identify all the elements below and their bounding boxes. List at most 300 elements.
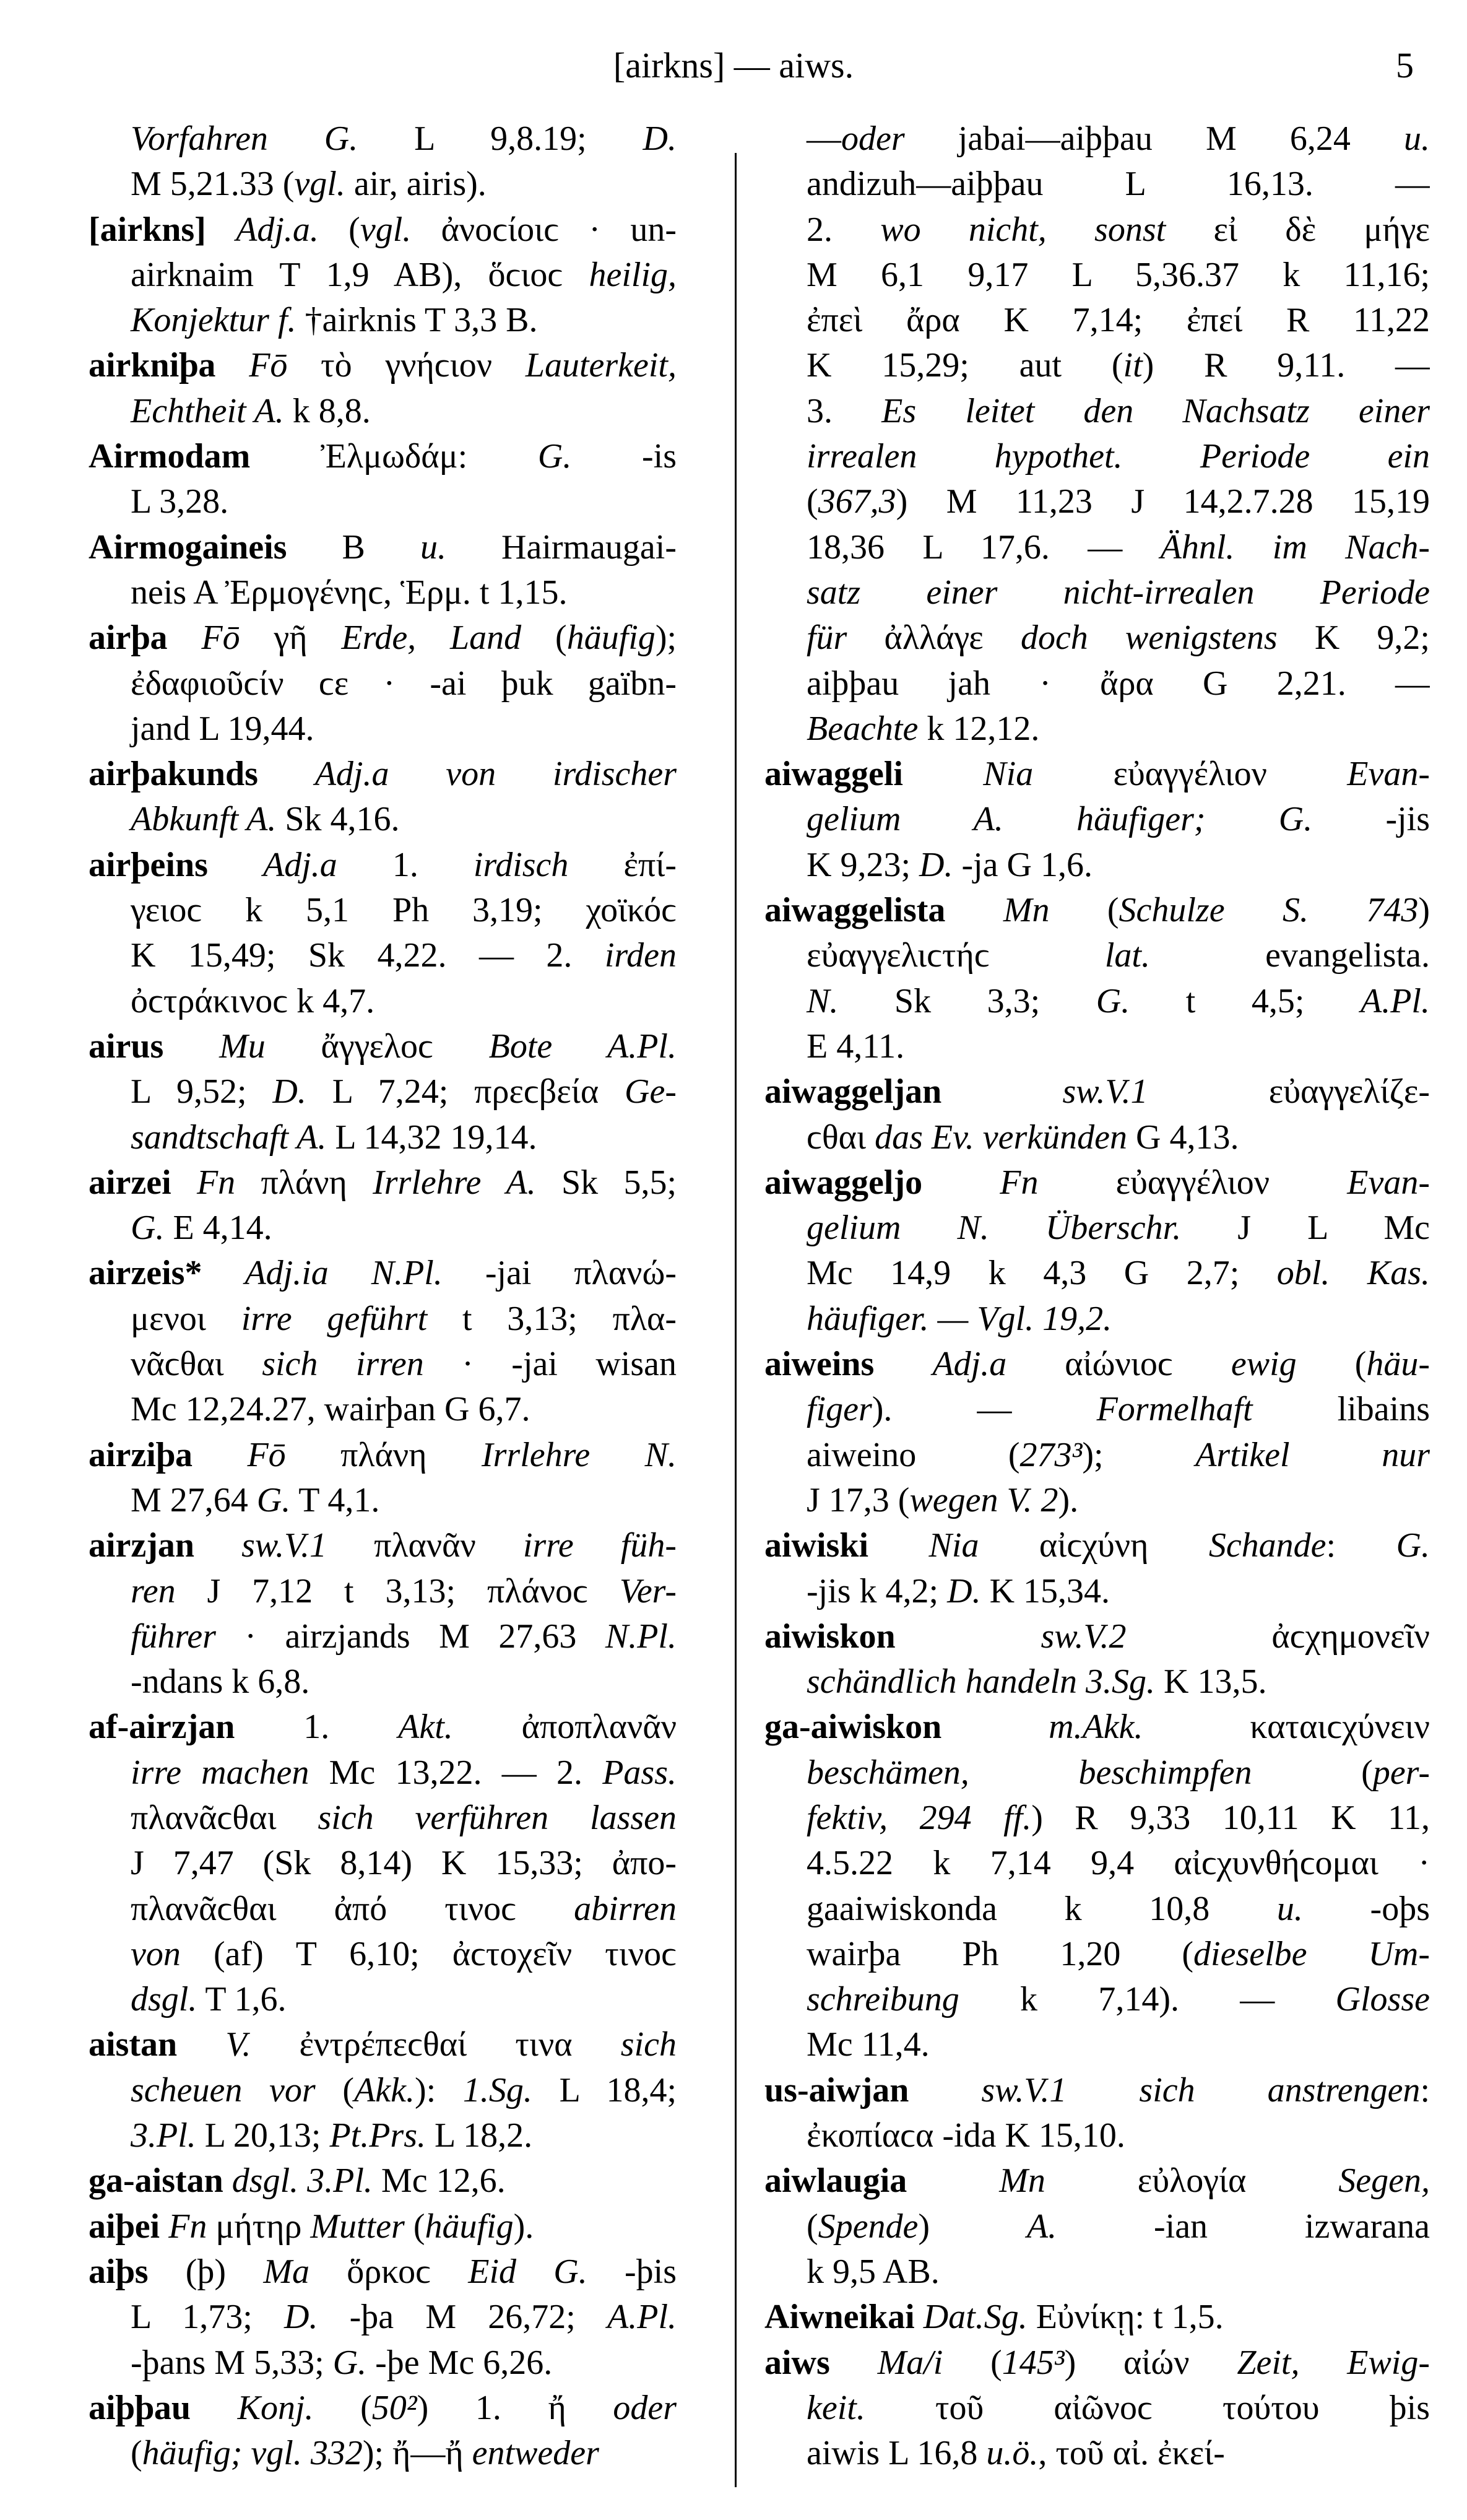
dictionary-entry-line [89,525,677,570]
dictionary-entry-line [89,752,677,797]
italic-gloss: irdisch [473,845,569,884]
entry-continuation-line [764,843,1430,888]
headword: ga-aiwiskon [764,1708,942,1747]
italic-gloss: irrealen hypothet. Periode ein [807,437,1430,476]
entry-text: -ja G 1,6. [953,845,1093,884]
entry-continuation-line [764,1887,1430,1932]
italic-gloss: häufig; vgl. 332 [142,2434,363,2473]
entry-continuation-line [89,1297,677,1342]
entry-text: ) αἰών [1064,2343,1237,2382]
entry-text [160,2207,168,2246]
dictionary-entry-line [764,2340,1430,2386]
entry-text: ( [943,2343,1002,2382]
entry-text: (af) T 6,10; ἀϲτοχεῖν τινοϲ [180,1934,677,1973]
entry-text: — [807,119,841,158]
entry-text: 3. [807,391,882,430]
entry-continuation-line [764,1659,1430,1705]
italic-gloss: Adj.ia N.Pl. [244,1254,443,1293]
entry-text: ). — [872,1390,1097,1429]
entry-continuation-line [89,661,677,706]
entry-text: ἀλλάγε [847,619,1021,658]
dictionary-entry-line [89,843,677,888]
italic-gloss: Adj.a [932,1345,1007,1384]
entry-text: ( [521,619,567,658]
headword: airkniþa [89,346,216,385]
italic-gloss: sw.V.1 [241,1526,327,1565]
entry-text [909,2071,981,2109]
headword: aiwiski [764,1526,869,1565]
entry-continuation-line [764,1115,1430,1160]
dictionary-entry-line [764,1614,1430,1659]
entry-text: Sk 4,16. [276,800,400,839]
entry-text: · -jai wisan [423,1345,677,1384]
headword: airþa [89,619,168,658]
entry-text: Sk 5,5; [535,1163,677,1202]
entry-continuation-line [764,979,1430,1024]
italic-gloss: G. [131,1209,165,1248]
italic-gloss: Akt. [398,1708,453,1747]
entry-text: L 20,13; [196,2116,330,2155]
italic-gloss: Evan- [1347,755,1430,794]
italic-gloss: D. [643,119,677,158]
entry-continuation-line [764,1206,1430,1251]
entry-continuation-line [89,479,677,524]
headword: airþakunds [89,755,258,794]
italic-gloss: Adj.a von irdischer [314,755,677,794]
entry-text: J L Mc [1181,1209,1430,1248]
entry-text [941,1708,1049,1746]
entry-text: 2. [807,210,881,249]
italic-gloss: G. [332,2343,367,2382]
entry-text [208,846,263,884]
entry-text: ) [918,2207,1027,2246]
headword: aiwaggeljan [764,1072,942,1111]
entry-text: ὅρκοϲ [309,2252,469,2291]
italic-gloss: Ma/i [877,2343,943,2382]
entry-text: Mc 11,4. [807,2025,930,2064]
entry-text: Mc 12,24.27, wairþan G 6,7. [131,1390,530,1429]
italic-gloss: von [131,1934,181,1973]
entry-text [223,2162,232,2200]
italic-gloss: Fn [1000,1163,1039,1202]
entry-text [903,755,983,793]
entry-continuation-line [764,933,1430,978]
entry-continuation-line [764,1977,1430,2022]
headword: us-aiwjan [764,2070,909,2109]
entry-text: airknaim T 1,9 AB), ὅϲιοϲ [131,255,589,294]
entry-continuation-line [764,434,1430,479]
dictionary-entry-line [764,2068,1430,2113]
entry-text: K 13,5. [1155,1662,1267,1701]
headword: Airmogaineis [89,528,287,567]
dictionary-entry-line [89,2022,677,2067]
entry-continuation-line [89,2295,677,2340]
entry-text: k 7,14). — [959,1980,1336,2019]
italic-gloss: Adj.a. [236,210,319,249]
entry-text: ( [1296,1345,1367,1384]
entry-text: Mc 14,9 k 4,3 G 2,7; [807,1254,1277,1293]
entry-text: ( [131,2434,142,2473]
italic-gloss: oder [613,2388,677,2427]
headword: aistan [89,2025,178,2064]
entry-text: L 7,24; πρεϲβεία [306,1072,625,1111]
dictionary-entry-line [764,2295,1430,2340]
entry-text: andizuh—aiþþau L 16,13. — [807,165,1430,204]
entry-text: G 4,13. [1127,1118,1239,1157]
entry-continuation-line [89,1206,677,1251]
entry-continuation-line [764,661,1430,706]
entry-continuation-line [89,1387,677,1432]
entry-continuation-line [89,1977,677,2022]
dictionary-entry-line [89,1523,677,1568]
italic-gloss: V. [225,2025,251,2064]
left-column [89,116,677,2476]
italic-gloss: Schande [1208,1526,1326,1565]
entry-continuation-line [764,797,1430,842]
headword: airzeis* [89,1254,202,1293]
dictionary-entry-line [89,207,677,253]
italic-gloss: scheuen vor [131,2070,316,2109]
entry-continuation-line [764,570,1430,615]
entry-text: T 1,6. [197,1980,287,2019]
italic-gloss: obl. Kas. [1276,1254,1430,1293]
italic-gloss: A.Pl. [1361,981,1430,1020]
italic-gloss: Evan- [1347,1163,1430,1202]
entry-text: , τοῦ αἰ. ἐκεί- [1038,2434,1225,2473]
italic-gloss: häufig [425,2207,514,2246]
entry-text: εὐαγγέλιον [1033,755,1348,794]
entry-text: ): [415,2070,463,2109]
entry-text: K 15,34. [980,1571,1110,1610]
entry-text: M 6,1 9,17 L 5,36.37 k 11,16; [807,255,1430,294]
entry-text [868,1526,928,1565]
entry-text: -ndans k 6,8. [131,1662,310,1701]
entry-text: air, airis). [345,165,487,204]
italic-gloss: u.ö. [986,2434,1039,2473]
entry-text: ) R 9,11. — [1142,346,1430,385]
italic-gloss: figer [807,1390,872,1429]
entry-text: J 7,12 t 3,13; πλάνοϲ [175,1571,620,1610]
italic-gloss: Fn [168,2207,207,2246]
entry-text: -jis [1312,800,1430,839]
right-column [764,116,1430,2476]
entry-text: Ἐλμωδάμ: [250,437,538,476]
entry-text [215,346,249,385]
entry-text: καταιϲχύνειν [1143,1708,1430,1747]
italic-gloss: schändlich handeln 3.Sg. [807,1662,1156,1701]
italic-gloss: 50² [371,2388,417,2427]
italic-gloss: Mn [999,2162,1045,2201]
italic-gloss: dsgl. 3.Pl. [232,2162,373,2201]
entry-text: 1. [337,845,474,884]
entry-continuation-line [764,2113,1430,2158]
italic-gloss: wo nicht, sonst [880,210,1166,249]
italic-gloss: sw.V.2 [1041,1617,1127,1656]
entry-continuation-line [764,1024,1430,1069]
entry-continuation-line [89,2340,677,2386]
italic-gloss: gelium A. häufiger; G. [807,800,1313,839]
italic-gloss: 367,3 [818,482,896,521]
italic-gloss: sich irren [262,1345,424,1384]
headword: aiwaggeljo [764,1163,923,1202]
italic-gloss: u. [420,528,446,567]
italic-gloss: vgl. [294,165,345,204]
italic-gloss: Ähnl. im Nach- [1160,528,1430,567]
italic-gloss: lat. [1104,936,1150,975]
entry-continuation-line [764,1932,1430,1977]
entry-continuation-line [764,162,1430,207]
entry-continuation-line [764,2022,1430,2067]
entry-text: μενοι [131,1299,241,1338]
headword: aiwiskon [764,1617,896,1656]
entry-text: γειοϲ k 5,1 Ph 3,19; χοϊκόϲ [131,891,677,930]
italic-gloss: häu- [1366,1345,1430,1384]
italic-gloss: Nia [928,1526,979,1565]
entry-text: B [287,528,420,567]
italic-gloss: per- [1372,1753,1430,1792]
italic-gloss: Ge- [625,1072,677,1111]
entry-text: ); ἤ—ἤ [362,2434,472,2473]
italic-gloss: G. [537,437,572,476]
italic-gloss: irre machen [131,1753,309,1792]
entry-continuation-line [89,1569,677,1614]
entry-continuation-line [89,162,677,207]
entry-continuation-line [89,253,677,298]
italic-gloss: entweder [472,2434,599,2473]
entry-text: (þ) [148,2252,264,2291]
entry-text: ( [1049,891,1119,930]
italic-gloss: Beachte [807,709,919,748]
entry-continuation-line [89,888,677,933]
headword: aiþþau [89,2388,191,2427]
headword: airziþa [89,1435,193,1474]
entry-text: ( [1252,1753,1373,1792]
dictionary-entry-line [89,1024,677,1069]
dictionary-entry-line [764,1342,1430,1387]
entry-text: L 18,2. [426,2116,533,2155]
entry-continuation-line [89,1115,677,1160]
entry-continuation-line [764,615,1430,661]
entry-text: aiweino ( [807,1435,1020,1474]
entry-continuation-line [89,1841,677,1886]
entry-continuation-line [764,253,1430,298]
entry-text: -oþs [1302,1889,1430,1928]
entry-text: πλάνη [285,1435,482,1474]
entry-text [171,1163,197,1202]
entry-text: aiþþau jah · ἄρα G 2,21. — [807,664,1430,703]
entry-text: ) R 9,33 10,11 K 11, [1031,1798,1430,1837]
italic-gloss: gelium N. Überschr. [807,1209,1182,1248]
headword: [airkns] [89,210,206,249]
entry-continuation-line [764,116,1430,162]
entry-text: jand L 19,44. [131,709,314,748]
entry-text [163,1027,219,1066]
italic-gloss: Mu [219,1027,266,1066]
headword: aiþei [89,2207,160,2246]
italic-gloss: satz einer nicht-irrealen Periode [807,573,1430,612]
italic-gloss: doch wenigstens [1020,619,1278,658]
entry-text: ἐπεὶ ἄρα K 7,14; ἐπεί R 11,22 [807,301,1430,340]
italic-gloss: Mn [1003,891,1050,930]
entry-continuation-line [89,2113,677,2158]
column-divider [735,153,737,2487]
headword: aiweins [764,1345,875,1384]
entry-text [202,1254,244,1292]
entry-text: ( [318,210,360,249]
dictionary-entry-line [89,615,677,661]
entry-text: ( [404,2207,425,2246]
headword: af-airzjan [89,1708,235,1747]
headword: ga-aistan [89,2162,223,2201]
entry-text: ) 1. ἤ [417,2388,613,2427]
entry-continuation-line [764,1569,1430,1614]
entry-text: εὐαγγελιϲτήϲ [807,936,1105,975]
entry-continuation-line [764,2204,1430,2249]
dictionary-entry-line [89,343,677,388]
entry-text: K 15,49; Sk 4,22. — 2. [131,936,605,975]
entry-continuation-line [764,1387,1430,1432]
entry-text: Sk 3,3; [838,981,1096,1020]
entry-text [915,2298,924,2336]
dictionary-entry-line [764,752,1430,797]
entry-text: πλανᾶν [327,1526,523,1565]
entry-continuation-line [764,343,1430,388]
italic-gloss: Echtheit A. [131,391,284,430]
entry-text: jabai—aiþþau M 6,24 [904,119,1404,158]
entry-text: Mc 12,6. [372,2162,506,2201]
italic-gloss: irre geführt [241,1299,428,1338]
headword: aiwaggelista [764,891,946,930]
dictionary-entry-line [764,1705,1430,1750]
headword: airzjan [89,1526,195,1565]
entry-text: ἀποπλανᾶν [452,1708,677,1747]
entry-continuation-line [89,298,677,343]
entry-text: Εὐνίκῃ: t 1,5. [1027,2298,1224,2337]
entry-text: wairþa Ph 1,20 ( [807,1934,1194,1973]
entry-text: 4.5.22 k 7,14 9,4 αἰϲχυνθήϲομαι · [807,1844,1430,1883]
entry-text: M 5,21.33 ( [131,165,295,204]
headword: airzei [89,1163,171,1202]
entry-text [941,1072,1062,1111]
italic-gloss: führer [131,1617,216,1656]
italic-gloss: m.Akk. [1049,1708,1143,1747]
italic-gloss: sich verführen lassen [318,1798,677,1837]
italic-gloss: Fō [247,1435,286,1474]
entry-text: L 18,4; [532,2070,677,2109]
entry-text: αἰϲχύνη [979,1526,1209,1565]
italic-gloss: Irrlehre A. [373,1163,536,1202]
entry-text [191,2389,238,2427]
entry-text: τοῦ αἰῶνοϲ τούτου þis [865,2388,1430,2427]
entry-continuation-line [89,570,677,615]
italic-gloss: N. [807,981,839,1020]
entry-text: -þa M 26,72; [318,2298,608,2337]
italic-gloss: fektiv, 294 ff. [807,1798,1032,1837]
entry-text: · airzjands M 27,63 [215,1617,605,1656]
entry-text: Hairmaugai- [446,528,677,567]
entry-continuation-line [764,1796,1430,1841]
entry-continuation-line [89,1342,677,1387]
entry-text: L 3,28. [131,482,229,521]
entry-text: k 8,8. [283,391,371,430]
italic-gloss: D. [284,2298,318,2337]
entry-text: t 4,5; [1130,981,1361,1020]
headword: airus [89,1027,164,1066]
italic-gloss: schreibung [807,1980,959,2019]
entry-text: ( [807,482,818,521]
italic-gloss: Erde, Land [341,619,522,658]
italic-gloss: oder [841,119,905,158]
italic-gloss: Konjektur f. [131,301,296,340]
entry-continuation-line [764,706,1430,752]
italic-gloss: A.Pl. [607,2298,677,2337]
entry-continuation-line [89,1614,677,1659]
italic-gloss: Es leitet den Nachsatz einer [881,391,1430,430]
italic-gloss: sw.V.1 [1062,1072,1148,1111]
italic-gloss: 1.Sg. [462,2070,532,2109]
headword: Aiwneikai [764,2298,915,2337]
entry-continuation-line [89,933,677,978]
italic-gloss: sich [620,2025,677,2064]
entry-continuation-line [764,1841,1430,1886]
entry-text: ἐπί- [568,845,677,884]
entry-text: libains [1252,1390,1430,1429]
dictionary-entry-line [89,1160,677,1206]
italic-gloss: 145³ [1002,2343,1065,2382]
entry-text: ἄγγελοϲ [265,1027,489,1066]
entry-text: ) M 11,23 J 14,2.7.28 15,19 [896,482,1430,521]
italic-gloss: D. [919,845,953,884]
italic-gloss: wegen V. 2 [909,1480,1058,1519]
entry-text: L 1,73; [131,2298,285,2337]
headword: aiwlaugia [764,2162,907,2201]
entry-text: ); [655,619,677,658]
italic-gloss: dieselbe Um- [1193,1934,1430,1973]
entry-continuation-line [89,1659,677,1705]
entry-text: †airknis T 3,3 B. [296,301,538,340]
entry-text [945,891,1003,929]
entry-text: -jis k 4,2; [807,1571,948,1610]
entry-continuation-line [89,2431,677,2476]
entry-continuation-line [764,207,1430,253]
entry-text: ἀνοϲίοιϲ · un- [411,210,677,249]
entry-continuation-line [764,2249,1430,2295]
entry-text: νᾶϲθαι [131,1345,262,1384]
italic-gloss: G. [1396,1526,1430,1565]
italic-gloss: Pass. [602,1753,677,1792]
entry-text: γῆ [240,619,342,658]
italic-gloss: Ver- [619,1571,677,1610]
page-number: 5 [1396,45,1414,85]
dictionary-entry-line [764,1523,1430,1568]
entry-text: ). [513,2207,534,2246]
dictionary-entry-line [89,1705,677,1750]
entry-continuation-line [89,1796,677,1841]
entry-text: εὐαγγέλιον [1038,1163,1348,1202]
entry-text [830,2344,878,2382]
entry-text: ); [1082,1435,1196,1474]
entry-text: J 7,47 (Sk 8,14) K 15,33; ἀπο- [131,1844,677,1883]
headword: aiþs [89,2252,149,2291]
italic-gloss: Adj.a [263,845,337,884]
entry-text: Mc 13,22. — 2. [309,1753,603,1792]
italic-gloss: häufig [566,619,656,658]
italic-gloss: A. [1026,2207,1057,2246]
entry-text: πλάνη [235,1163,373,1202]
italic-gloss: Abkunft A. [131,800,277,839]
running-head: [airkns] — aiws. [613,45,854,85]
italic-gloss: sw.V.1 sich anstrengen [981,2070,1421,2109]
